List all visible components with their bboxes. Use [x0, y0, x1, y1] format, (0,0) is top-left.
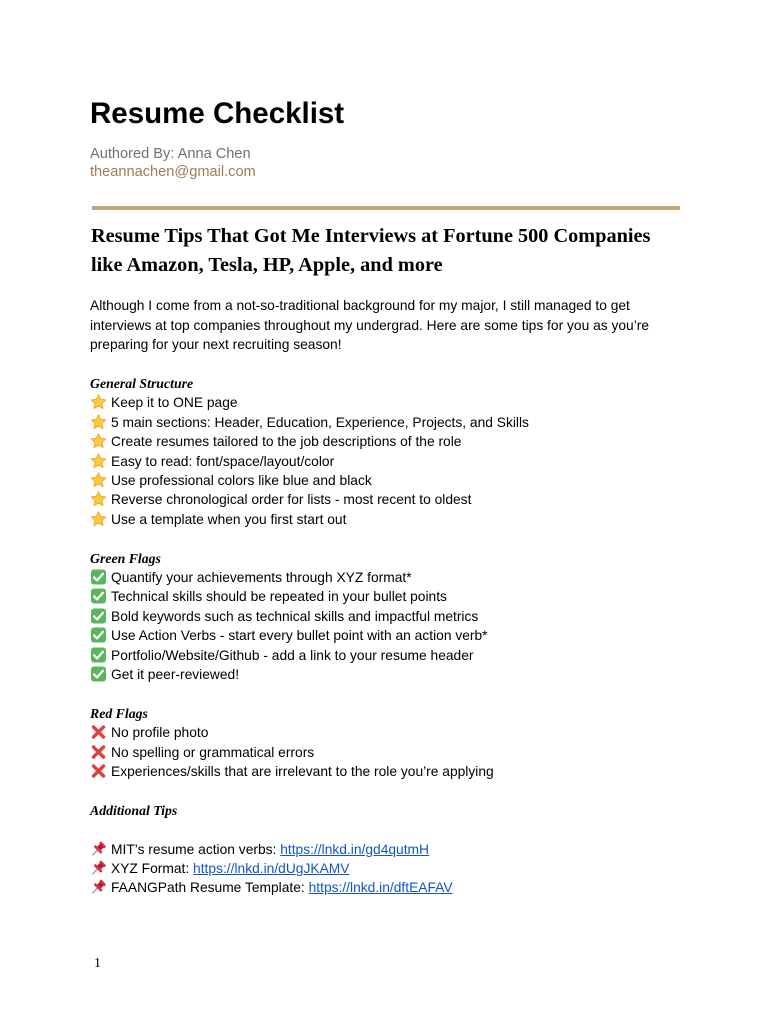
section-heading: General Structure	[90, 375, 194, 391]
intro-line: Although I come from a not-so-traditional background for my major, I still managed to get	[90, 298, 630, 314]
list-item	[90, 510, 649, 529]
document-title: Resume Checklist	[90, 97, 345, 130]
list-item	[90, 840, 649, 859]
tip-link[interactable]: https://lnkd.in/dftEAFAV	[308, 880, 453, 896]
list-item	[90, 452, 649, 471]
article-body	[90, 296, 649, 898]
list-item-text: Use a template when you first start out	[111, 511, 347, 527]
list-item	[90, 413, 649, 432]
pushpin-icon	[90, 841, 107, 857]
list-item-text: No profile photo	[111, 725, 209, 741]
section-additional-tips	[90, 801, 649, 898]
list-item-text: Experiences/skills that are irrelevant to the role you’re applying	[111, 764, 494, 779]
article-heading-line: Resume Tips That Got Me Interviews at Fortune 500 Companies	[91, 224, 651, 247]
list-item-text: Get it peer-reviewed!	[111, 666, 240, 682]
check-icon	[90, 569, 107, 585]
list-item	[90, 859, 649, 878]
intro-line: preparing for your next recruiting season!	[90, 337, 342, 353]
list-item-text: Quantify your achievements through XYZ format*	[111, 569, 412, 585]
list-item	[90, 432, 649, 451]
cross-icon	[90, 724, 107, 740]
star-icon	[90, 414, 107, 430]
check-icon	[90, 608, 107, 624]
list-item-text: Bold keywords such as technical skills and impactful metrics	[111, 608, 479, 624]
star-icon	[90, 453, 107, 469]
section-heading: Additional Tips	[90, 802, 178, 818]
list-item-text: Technical skills should be repeated in your bullet points	[111, 589, 447, 605]
list-item	[90, 490, 649, 509]
section-red-flags	[90, 704, 649, 782]
star-icon	[90, 491, 107, 507]
list-item-text: Portfolio/Website/Github - add a link to your resume header	[111, 647, 474, 663]
tip-label: XYZ Format:	[111, 861, 190, 876]
tip-label: FAANGPath Resume Template:	[111, 880, 305, 896]
list-item	[90, 878, 649, 897]
list-item	[90, 762, 649, 781]
author-email: theannachen@gmail.com	[90, 164, 256, 180]
blank-line	[90, 820, 649, 839]
pushpin-icon	[90, 879, 107, 895]
list-item-text: Easy to read: font/space/layout/color	[111, 453, 335, 469]
star-icon	[90, 433, 107, 449]
tip-label: MIT’s resume action verbs:	[111, 841, 277, 857]
cross-icon	[90, 763, 107, 779]
list-item	[90, 587, 649, 606]
section-green-flags	[90, 549, 649, 685]
check-icon	[90, 588, 107, 604]
list-item-text: Keep it to ONE page	[111, 395, 238, 411]
star-icon	[90, 511, 107, 527]
cross-icon	[90, 744, 107, 760]
list-item	[90, 646, 649, 665]
check-icon	[90, 647, 107, 663]
article-heading-line: like Amazon, Tesla, HP, Apple, and more	[91, 253, 443, 276]
star-icon	[90, 472, 107, 488]
author-line: Authored By: Anna Chen	[90, 146, 251, 162]
list-item-text: 5 main sections: Header, Education, Experience, Projects, and Skills	[111, 414, 529, 430]
list-item	[90, 471, 649, 490]
intro-line: interviews at top companies throughout my undergrad. Here are some tips for you as you’re	[90, 317, 650, 333]
list-item	[90, 607, 649, 626]
list-item	[90, 568, 649, 587]
intro-paragraph	[90, 296, 649, 354]
check-icon	[90, 627, 107, 643]
list-item-text: Use professional colors like blue and black	[111, 472, 372, 488]
check-icon	[90, 666, 107, 682]
section-general-structure	[90, 374, 649, 529]
list-item-text: Use Action Verbs - start every bullet point with an action verb*	[111, 628, 488, 644]
header-divider	[92, 206, 680, 210]
pushpin-icon	[90, 860, 107, 876]
list-item	[90, 743, 649, 762]
list-item	[90, 723, 649, 742]
article-heading	[91, 222, 650, 280]
list-item	[90, 665, 649, 684]
star-icon	[90, 394, 107, 410]
list-item-text: Reverse chronological order for lists - most recent to oldest	[111, 492, 472, 508]
list-item	[90, 626, 649, 645]
list-item-text: No spelling or grammatical errors	[111, 744, 315, 760]
list-item	[90, 393, 649, 412]
section-heading: Red Flags	[90, 705, 148, 721]
tip-link[interactable]: https://lnkd.in/dUgJKAMV	[193, 861, 350, 876]
page-number: 1	[94, 956, 101, 971]
tip-link[interactable]: https://lnkd.in/gd4qutmH	[280, 841, 430, 857]
section-heading: Green Flags	[90, 550, 161, 566]
list-item-text: Create resumes tailored to the job descriptions of the role	[111, 434, 462, 450]
